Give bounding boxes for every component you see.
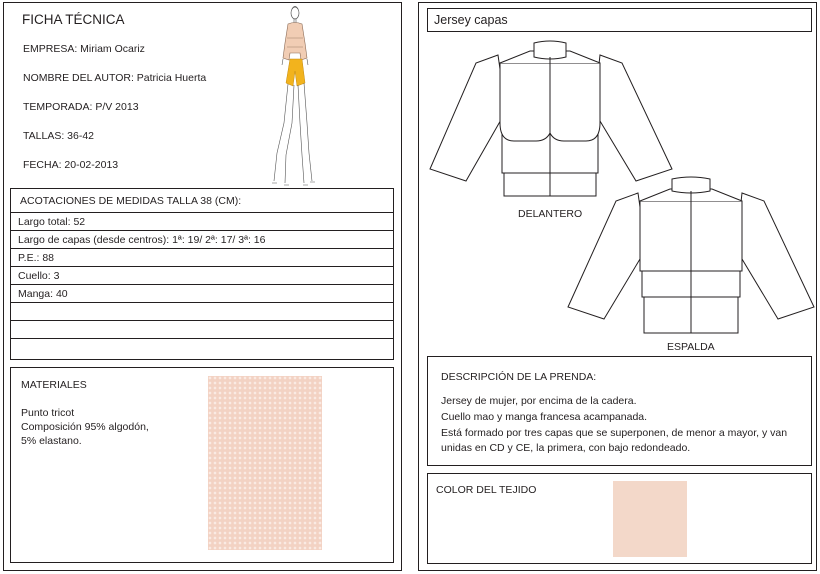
temporada-field: TEMPORADA: P/V 2013 bbox=[23, 101, 139, 113]
materials-line: Composición 95% algodón, bbox=[21, 421, 149, 433]
fabric-color-box bbox=[427, 473, 812, 564]
measurement-row bbox=[11, 339, 393, 357]
right-panel bbox=[418, 2, 817, 571]
fabric-color-swatch bbox=[613, 481, 687, 557]
figure-shorts bbox=[286, 59, 305, 86]
measurement-row: P.E.: 88 bbox=[11, 249, 393, 267]
measurement-row: Largo de capas (desde centros): 1ª: 19/ 2ª: 17/ 3ª: 16 bbox=[11, 231, 393, 249]
measurements-header: ACOTACIONES DE MEDIDAS TALLA 38 (CM): bbox=[11, 189, 393, 213]
sheet-title: FICHA TÉCNICA bbox=[22, 12, 125, 27]
fashion-figure-sketch bbox=[264, 3, 324, 188]
measurement-row: Largo total: 52 bbox=[11, 213, 393, 231]
description-line: unidas en CD y CE, la primera, con bajo redondeado. bbox=[441, 442, 691, 454]
materials-line: 5% elastano. bbox=[21, 435, 82, 447]
garment-name: Jersey capas bbox=[434, 13, 508, 27]
figure-top bbox=[283, 23, 307, 61]
measurement-row: Manga: 40 bbox=[11, 285, 393, 303]
fecha-field: FECHA: 20-02-2013 bbox=[23, 159, 119, 171]
measurement-row bbox=[11, 303, 393, 321]
garment-name-box bbox=[427, 8, 812, 32]
description-box bbox=[427, 356, 812, 466]
materials-title: MATERIALES bbox=[21, 379, 87, 391]
back-flat-sketch bbox=[566, 175, 816, 341]
back-label: ESPALDA bbox=[667, 341, 715, 353]
description-title: DESCRIPCIÓN DE LA PRENDA: bbox=[441, 371, 597, 383]
fabric-color-title: COLOR DEL TEJIDO bbox=[436, 484, 537, 496]
front-label: DELANTERO bbox=[518, 208, 583, 220]
fabric-swatch bbox=[208, 376, 322, 550]
left-panel bbox=[3, 2, 402, 571]
measurement-row bbox=[11, 321, 393, 339]
autor-field: NOMBRE DEL AUTOR: Patricia Huerta bbox=[23, 72, 207, 84]
description-line: Está formado por tres capas que se superponen, de menor a mayor, y van bbox=[441, 427, 788, 439]
tallas-field: TALLAS: 36-42 bbox=[23, 130, 95, 142]
measurements-table bbox=[10, 188, 394, 360]
empresa-field: EMPRESA: Miriam Ocariz bbox=[23, 43, 145, 55]
measurement-row: Cuello: 3 bbox=[11, 267, 393, 285]
materials-box bbox=[10, 367, 394, 563]
materials-line: Punto tricot bbox=[21, 407, 75, 419]
description-line: Jersey de mujer, por encima de la cadera. bbox=[441, 395, 637, 407]
description-line: Cuello mao y manga francesa acampanada. bbox=[441, 411, 648, 423]
